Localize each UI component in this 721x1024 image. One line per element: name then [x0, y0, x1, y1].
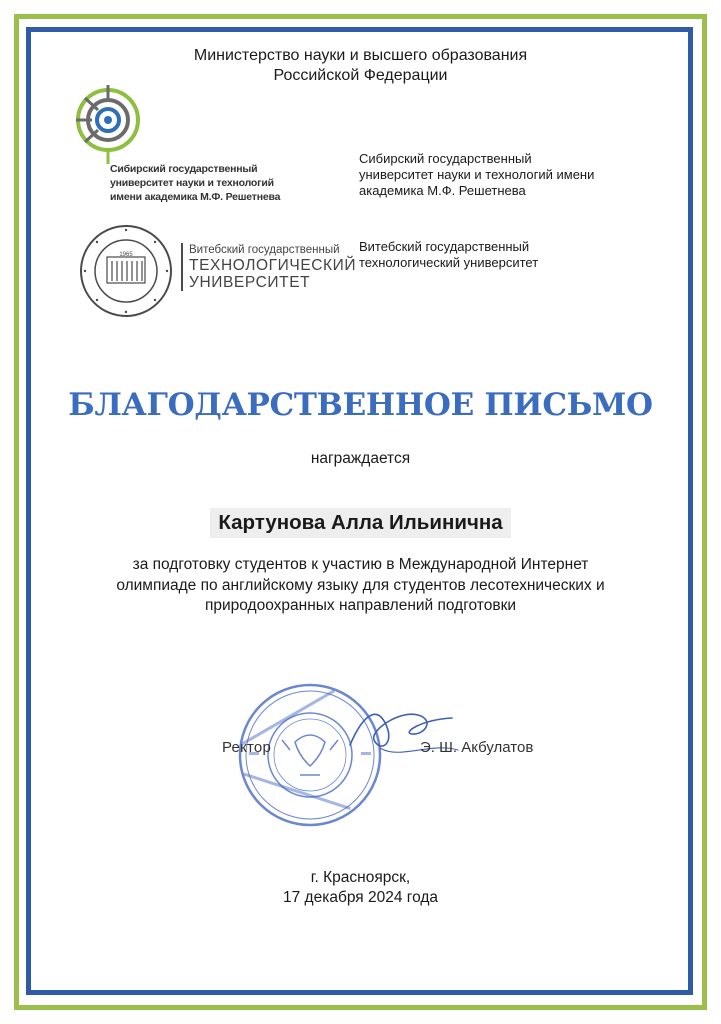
sibsau-logo-line-2: университет науки и технологий [110, 177, 274, 189]
university-2-name-line-2: технологический университет [359, 255, 539, 270]
place-and-date [0, 868, 721, 908]
university-1-name-line-1: Сибирский государственный [359, 151, 532, 166]
handwritten-signature-icon [340, 690, 460, 770]
sibsau-logo-text [110, 162, 290, 204]
vstu-logo-divider [181, 243, 183, 291]
sibsau-logo-icon [70, 80, 150, 170]
ministry-line-1: Министерство науки и высшего образования [193, 47, 528, 64]
award-reason-line-3: природоохранных направлений подготовки [204, 597, 517, 614]
date: 17 декабря 2024 года [282, 889, 439, 906]
university-1-name-line-3: академика М.Ф. Решетнева [359, 183, 526, 198]
vstu-logo-text [189, 243, 359, 291]
award-reason [0, 555, 721, 617]
university-1-name [359, 151, 639, 199]
city: г. Красноярск, [310, 869, 411, 886]
recipient-name-block [0, 508, 721, 538]
sibsau-logo-line-3: имени академика М.Ф. Решетнева [110, 191, 281, 203]
vstu-logo-big-1: ТЕХНОЛОГИЧЕСКИЙ [189, 257, 357, 274]
vstu-logo-small: Витебский государственный [189, 244, 340, 256]
ministry-line-2: Российской Федерации [273, 67, 448, 84]
award-reason-line-1: за подготовку студентов к участию в Международной Интернет [132, 556, 589, 573]
award-reason-line-2: олимпиаде по английскому языку для студентов лесотехнических и [116, 576, 605, 594]
awarded-label: награждается [310, 450, 411, 467]
recipient-name: Картунова Алла Ильинична [210, 508, 510, 538]
vstu-seal-year: 1965 [119, 252, 133, 258]
university-1-name-line-2: университет науки и технологий имени [359, 167, 595, 182]
vstu-logo-big-2: УНИВЕРСИТЕТ [189, 274, 311, 291]
vstu-seal-icon [78, 223, 174, 319]
university-2-name [359, 239, 639, 271]
university-2-name-line-1: Витебский государственный [359, 239, 530, 254]
document-title: БЛАГОДАРСТВЕННОЕ ПИСЬМО [68, 387, 653, 423]
sibsau-logo-line-1: Сибирский государственный [110, 163, 258, 175]
signatory-name: Э. Ш. Акбулатов [420, 739, 534, 756]
signatory-role: Ректор [222, 739, 272, 756]
